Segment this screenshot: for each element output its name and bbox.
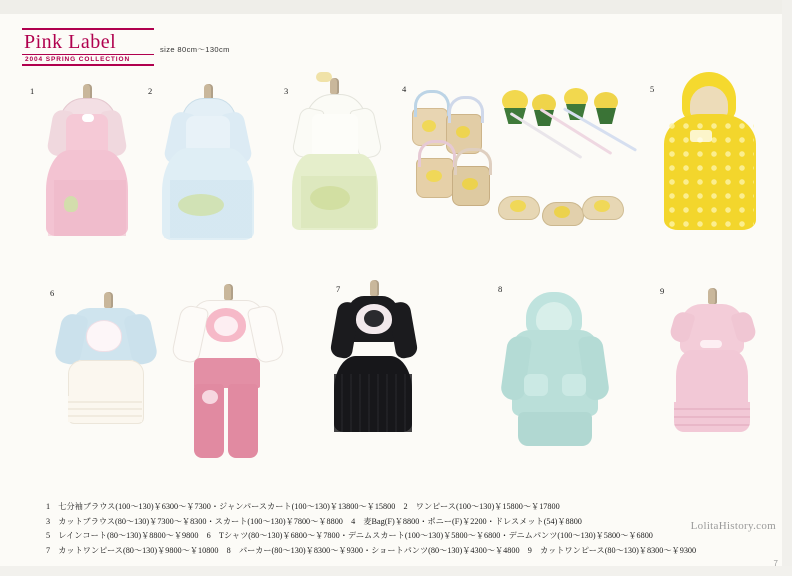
pants-leg-right-6b — [228, 384, 258, 458]
bow-1 — [82, 114, 94, 122]
heart-print-6a — [86, 320, 122, 352]
item-number-9: 9 — [660, 286, 665, 296]
raincoat-logo-5 — [690, 130, 712, 142]
scan-edge-bottom — [0, 566, 792, 576]
brand-name: Pink Label — [24, 31, 117, 53]
mannequin-neck-6b — [224, 284, 233, 300]
skirt-stripes-1 — [48, 180, 126, 236]
bag-flower-2 — [456, 126, 470, 138]
price-line-2: 3 カットブラウス(80〜130)￥7300〜￥8300・スカート(100〜130)￥7800〜￥8800 4 麦Bag(F)￥8800・ポニー(F)￥2200・ドレスメット(54)￥8800 — [46, 516, 582, 526]
skirt-ruffle-6a — [68, 396, 142, 422]
product-item-2[interactable] — [148, 84, 264, 244]
bag-flower-3 — [426, 170, 442, 182]
item-number-1: 1 — [30, 86, 35, 96]
product-item-5[interactable] — [646, 68, 766, 258]
product-item-4[interactable] — [398, 84, 648, 250]
product-item-8[interactable] — [494, 282, 614, 472]
bag-handle-4 — [454, 148, 492, 175]
pony-leaf-4 — [596, 108, 616, 124]
product-item-7[interactable] — [316, 278, 426, 458]
product-item-1[interactable] — [30, 84, 140, 244]
hood-inner-8 — [536, 302, 572, 332]
heart-inner-7 — [364, 310, 384, 327]
scan-edge-top — [0, 0, 792, 14]
sleeve-right-7 — [387, 301, 418, 360]
item-number-6: 6 — [50, 288, 55, 298]
bag-handle-3 — [418, 140, 456, 167]
item-number-5: 5 — [650, 84, 655, 94]
mannequin-neck-9 — [708, 288, 717, 304]
blouse-body-3 — [312, 114, 358, 158]
page-number: 7 — [773, 559, 778, 568]
product-item-9[interactable] — [656, 284, 766, 464]
bag-flower-1 — [422, 120, 436, 132]
waist-bow-9 — [700, 340, 722, 348]
item-number-3: 3 — [284, 86, 289, 96]
item-number-8: 8 — [498, 284, 503, 294]
heart-inner-6b — [214, 316, 238, 336]
price-line-3: 5 レインコート(80〜130)￥8800〜￥9800 6 Tシャツ(80〜130)￥6800〜￥7800・デニムスカート(100〜130)￥5800〜￥6800・デニムパンツ(100〜130)￥5800〜￥6800 — [46, 531, 653, 540]
watermark: LolitaHistory.com — [690, 520, 776, 532]
short-pants-8 — [518, 412, 592, 446]
mannequin-neck-3 — [330, 78, 339, 94]
pants-print-6b — [202, 390, 218, 404]
mannequin-neck-6a — [104, 292, 113, 308]
bonnet-flower-3 — [594, 200, 610, 212]
collection-label: 2004 SPRING COLLECTION — [25, 56, 131, 63]
price-list — [46, 500, 762, 558]
hair-bow-3 — [316, 72, 332, 82]
skirt-ruffle-9 — [674, 402, 750, 432]
pocket-right-8 — [562, 374, 586, 396]
price-line-4: 7 カットワンピース(80〜130)￥9800〜￥10800 8 パーカー(80〜130)￥8300〜￥9300・ショートパンツ(80〜130)￥4300〜￥4800 9 カットワンピース(80〜130)￥8300〜￥9300 — [46, 545, 697, 555]
product-item-6a[interactable] — [46, 286, 166, 466]
brand-block — [22, 28, 154, 66]
skirt-pleats-7 — [334, 374, 412, 432]
bag-flower-4 — [462, 178, 478, 190]
sleeve-left-7 — [329, 301, 360, 360]
brand-rule-bottom — [22, 64, 154, 66]
bag-handle-2 — [448, 96, 484, 123]
pocket-left-8 — [524, 374, 548, 396]
product-item-6b[interactable] — [168, 278, 288, 478]
floral-print-3 — [310, 186, 350, 210]
bonnet-flower-2 — [554, 206, 570, 218]
mannequin-neck-7 — [370, 280, 379, 296]
floral-print-2 — [178, 194, 224, 216]
bonnet-flower-1 — [510, 200, 526, 212]
item-number-4: 4 — [402, 84, 407, 94]
item-number-2: 2 — [148, 86, 153, 96]
size-note: size 80cm〜130cm — [160, 45, 230, 54]
floral-print-1 — [64, 196, 78, 212]
price-line-1: 1 七分袖ブラウス(100〜130)￥6300〜￥7300・ジャンパースカート(100〜130)￥13800〜￥15800 2 ワンピース(100〜130)￥15800〜￥17800 — [46, 502, 560, 511]
product-item-3[interactable] — [276, 70, 386, 248]
scan-edge-right — [782, 0, 792, 576]
bag-handle-1 — [414, 90, 450, 117]
item-number-7: 7 — [336, 284, 341, 294]
